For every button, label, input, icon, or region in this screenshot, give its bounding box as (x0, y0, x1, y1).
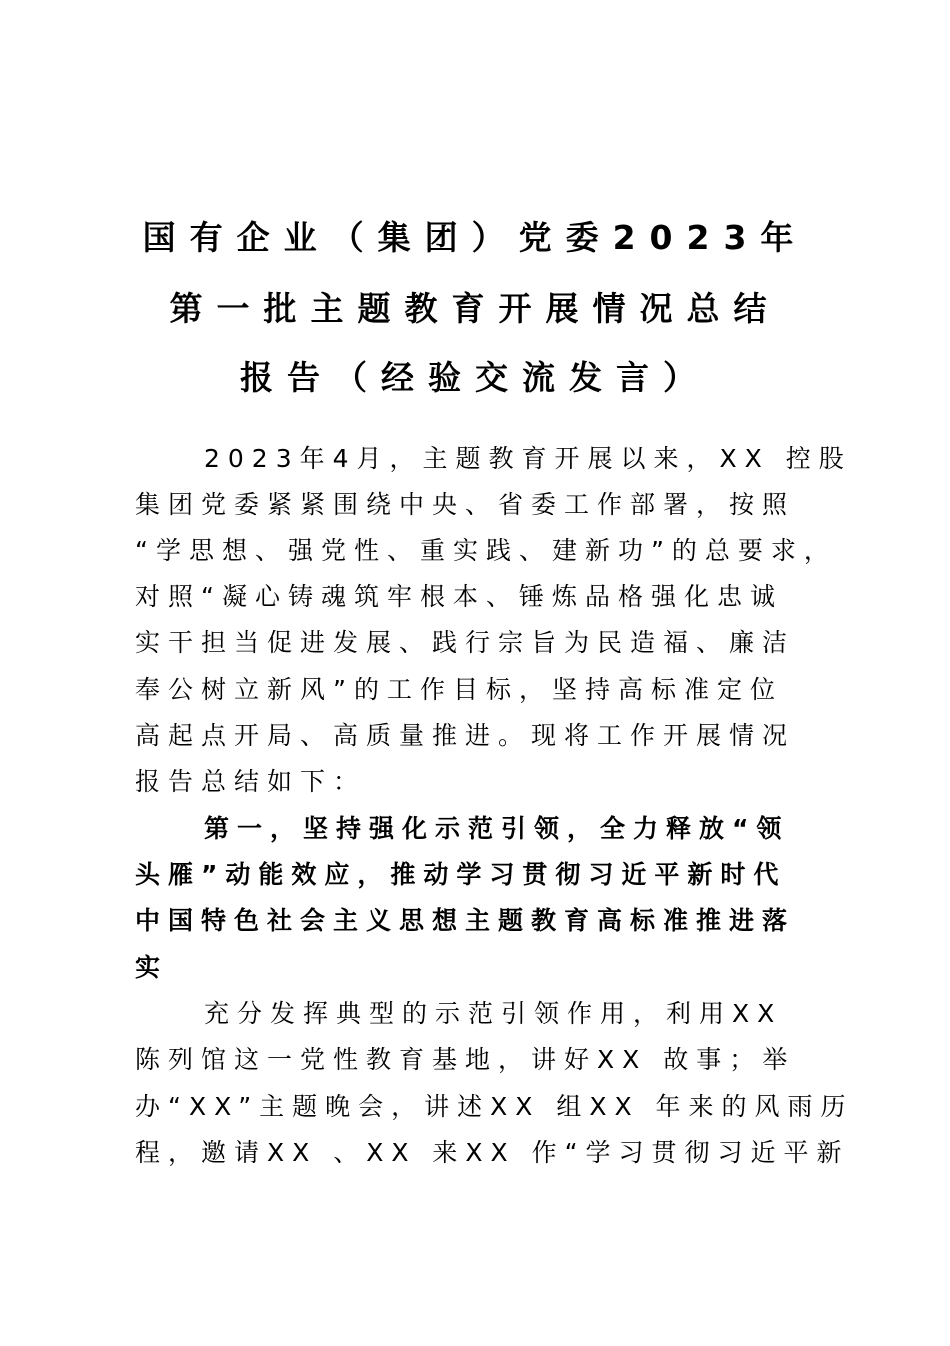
paragraph-line: 办“XX”主题晚会，讲述XX 组XX 年来的风雨历 (135, 1092, 854, 1121)
heading-line: 头雁”动能效应，推动学习贯彻习近平新时代 (135, 860, 787, 889)
paragraph-line: 充分发挥典型的示范引领作用，利用XX (204, 999, 783, 1028)
paragraph-line: 奉公树立新风”的工作目标，坚持高标准定位 (135, 675, 783, 704)
heading-line: 中国特色社会主义思想主题教育高标准推进落 (135, 906, 796, 935)
paragraph-line: 实干担当促进发展、践行宗旨为民造福、廉洁 (135, 628, 796, 657)
paragraph-line: 高起点开局、高质量推进。现将工作开展情况 (135, 721, 796, 750)
heading-line: 实 (135, 953, 169, 982)
paragraph-line: 陈列馆这一党性教育基地，讲好XX 故事；举 (135, 1045, 796, 1074)
title-line-1: 国有企业（集团）党委2023年 (142, 218, 808, 257)
title-line-3: 报告（经验交流发言） (240, 358, 710, 397)
heading-line: 第一，坚持强化示范引领，全力释放“领 (204, 814, 790, 843)
paragraph-line: 集团党委紧紧围绕中央、省委工作部署，按照 (135, 490, 796, 519)
paragraph-line: 报告总结如下： (135, 767, 367, 796)
title-line-2: 第一批主题教育开展情况总结 (169, 289, 781, 328)
paragraph-line: 对照“凝心铸魂筑牢根本、锤炼品格强化忠诚 (135, 582, 783, 611)
paragraph-line: 2023年4月，主题教育开展以来，XX 控股 (204, 444, 852, 473)
paragraph-line: 程，邀请XX 、XX 来XX 作“学习贯彻习近平新 (135, 1138, 850, 1167)
paragraph-line: “学思想、强党性、重实践、建新功”的总要求， (135, 536, 837, 565)
